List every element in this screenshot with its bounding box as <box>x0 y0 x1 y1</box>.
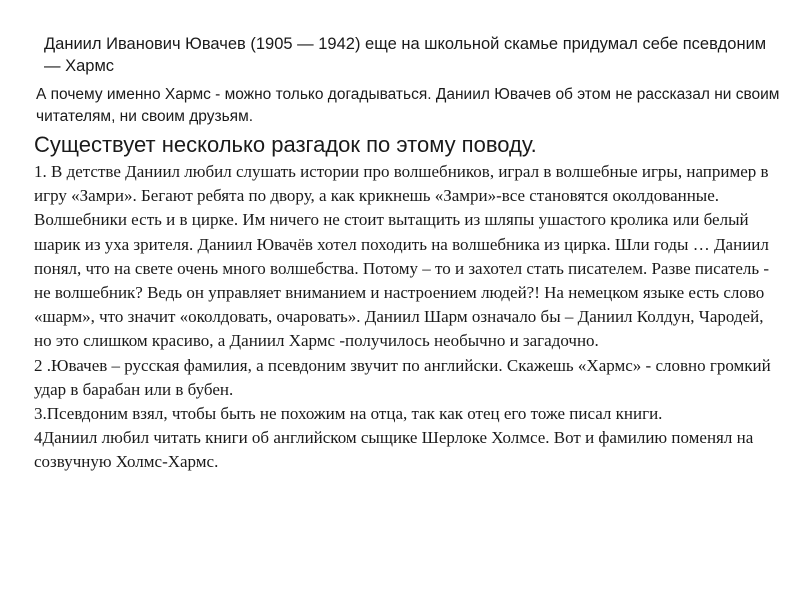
intro-paragraph: Даниил Иванович Ювачев (1905 — 1942) еще на школьной скамье придумал себе псевдоним — Хармс <box>44 35 767 75</box>
explanations-list <box>34 160 779 475</box>
why-paragraph: А почему именно Хармс - можно только догадываться. Даниил Ювачев об этом не рассказал ни своим читателям, ни своим друзьям. <box>36 86 780 125</box>
explanation-1: 1. В детстве Даниил любил слушать истории про волшебников, играл в волшебные игры, например в игру «Замри». Бегают ребята по двору, а как крикнешь «Замри»-все становятся околдованные. Волшебники есть и в цирке. Им ничего не стоит вытащить из шляпы ушастого кролика или белый шарик из уха зрителя. Даниил Ювачёв хотел походить на волшебника из цирка. Шли годы … Даниил понял, что на свете очень много волшебства. Потому – то и захотел стать писателем. Разве писатель - не волшебник? Ведь он управляет вниманием и настроением людей?! На немецком языке есть слово «шарм», что значит «околдовать, очаровать». Даниил Шарм означало бы – Даниил Колдун, Чародей, но это слишком красиво, а Даниил Хармс -получилось необычно и загадочно. <box>34 162 770 351</box>
explanation-3: 3.Псевдоним взял, чтобы быть не похожим на отца, так как отец его тоже писал книги. <box>34 404 663 424</box>
section-heading: Существует несколько разгадок по этому поводу. <box>34 132 537 157</box>
explanation-4: 4Даниил любил читать книги об английском сыщике Шерлоке Холмсе. Вот и фамилию поменял на созвучную Холмс-Хармс. <box>34 428 754 472</box>
explanation-2: 2 .Ювачев – русская фамилия, а псевдоним звучит по английски. Скажешь «Хармс» - словно громкий удар в барабан или в бубен. <box>34 355 771 399</box>
